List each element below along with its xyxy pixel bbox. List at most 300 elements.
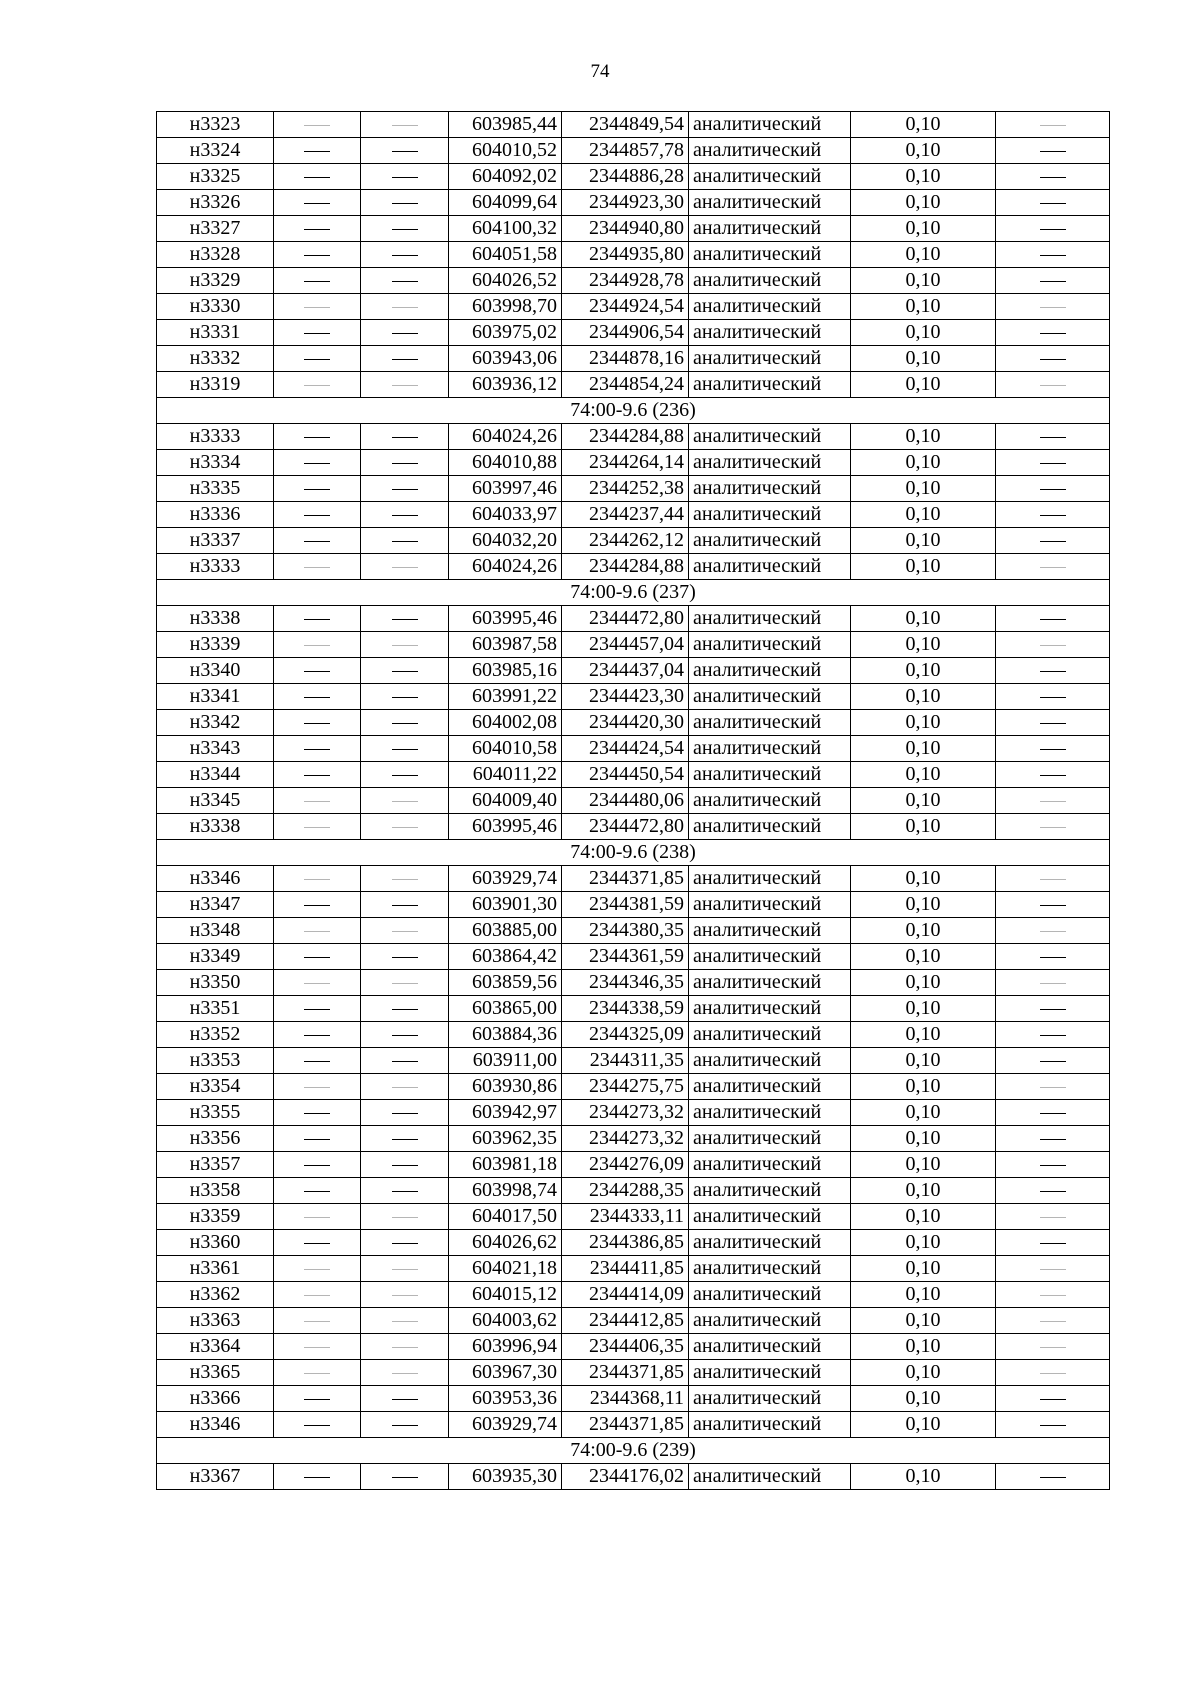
- old-y-cell: [361, 684, 449, 710]
- point-name-cell: н3347: [157, 892, 274, 918]
- accuracy-cell: 0,10: [851, 866, 996, 892]
- old-y-cell: [361, 1204, 449, 1230]
- accuracy-cell: 0,10: [851, 1282, 996, 1308]
- old-y-cell: [361, 710, 449, 736]
- old-x-cell: [274, 632, 361, 658]
- y-coordinate-cell: 2344480,06: [562, 788, 689, 814]
- method-cell: аналитический: [689, 762, 851, 788]
- table-row: [157, 632, 1110, 658]
- old-y-cell: [361, 606, 449, 632]
- dash-mark: [392, 905, 418, 906]
- x-coordinate-cell: 603995,46: [449, 606, 562, 632]
- old-x-cell: [274, 1412, 361, 1438]
- y-coordinate-cell: 2344472,80: [562, 606, 689, 632]
- description-cell: [996, 658, 1110, 684]
- old-x-cell: [274, 1386, 361, 1412]
- y-coordinate-cell: 2344252,38: [562, 476, 689, 502]
- dash-mark: [304, 827, 330, 828]
- table-row: [157, 1412, 1110, 1438]
- accuracy-cell: 0,10: [851, 164, 996, 190]
- method-cell: аналитический: [689, 112, 851, 138]
- old-y-cell: [361, 242, 449, 268]
- dash-mark: [392, 619, 418, 620]
- table-row: [157, 1334, 1110, 1360]
- point-name-cell: н3338: [157, 606, 274, 632]
- old-y-cell: [361, 1074, 449, 1100]
- dash-mark: [392, 307, 418, 308]
- y-coordinate-cell: 2344457,04: [562, 632, 689, 658]
- method-cell: аналитический: [689, 1022, 851, 1048]
- table-row: [157, 294, 1110, 320]
- dash-mark: [392, 125, 418, 126]
- accuracy-cell: 0,10: [851, 1152, 996, 1178]
- dash-mark: [304, 1477, 330, 1478]
- description-cell: [996, 112, 1110, 138]
- dash-mark: [392, 1191, 418, 1192]
- dash-mark: [1040, 1165, 1066, 1166]
- table-row: [157, 190, 1110, 216]
- dash-mark: [1040, 177, 1066, 178]
- old-x-cell: [274, 1464, 361, 1490]
- y-coordinate-cell: 2344424,54: [562, 736, 689, 762]
- section-label: 74:00-9.6 (236): [157, 398, 1110, 424]
- method-cell: аналитический: [689, 1256, 851, 1282]
- point-name-cell: н3343: [157, 736, 274, 762]
- old-y-cell: [361, 658, 449, 684]
- dash-mark: [304, 125, 330, 126]
- dash-mark: [1040, 645, 1066, 646]
- point-name-cell: н3349: [157, 944, 274, 970]
- description-cell: [996, 892, 1110, 918]
- method-cell: аналитический: [689, 528, 851, 554]
- dash-mark: [304, 151, 330, 152]
- dash-mark: [304, 645, 330, 646]
- x-coordinate-cell: 604010,58: [449, 736, 562, 762]
- description-cell: [996, 1126, 1110, 1152]
- dash-mark: [1040, 541, 1066, 542]
- accuracy-cell: 0,10: [851, 528, 996, 554]
- description-cell: [996, 788, 1110, 814]
- old-x-cell: [274, 814, 361, 840]
- y-coordinate-cell: 2344878,16: [562, 346, 689, 372]
- dash-mark: [392, 1347, 418, 1348]
- method-cell: аналитический: [689, 424, 851, 450]
- y-coordinate-cell: 2344380,35: [562, 918, 689, 944]
- description-cell: [996, 1152, 1110, 1178]
- dash-mark: [392, 255, 418, 256]
- dash-mark: [392, 1217, 418, 1218]
- dash-mark: [304, 515, 330, 516]
- method-cell: аналитический: [689, 684, 851, 710]
- old-x-cell: [274, 1022, 361, 1048]
- x-coordinate-cell: 603936,12: [449, 372, 562, 398]
- section-label: 74:00-9.6 (237): [157, 580, 1110, 606]
- description-cell: [996, 996, 1110, 1022]
- old-y-cell: [361, 788, 449, 814]
- dash-mark: [392, 385, 418, 386]
- dash-mark: [1040, 151, 1066, 152]
- old-x-cell: [274, 450, 361, 476]
- point-name-cell: н3335: [157, 476, 274, 502]
- y-coordinate-cell: 2344371,85: [562, 1360, 689, 1386]
- method-cell: аналитический: [689, 320, 851, 346]
- dash-mark: [1040, 489, 1066, 490]
- x-coordinate-cell: 604010,88: [449, 450, 562, 476]
- dash-mark: [304, 229, 330, 230]
- method-cell: аналитический: [689, 216, 851, 242]
- old-y-cell: [361, 112, 449, 138]
- table-row: [157, 1282, 1110, 1308]
- method-cell: аналитический: [689, 554, 851, 580]
- table-row: [157, 788, 1110, 814]
- dash-mark: [304, 801, 330, 802]
- description-cell: [996, 294, 1110, 320]
- description-cell: [996, 424, 1110, 450]
- dash-mark: [1040, 255, 1066, 256]
- description-cell: [996, 1100, 1110, 1126]
- x-coordinate-cell: 604009,40: [449, 788, 562, 814]
- dash-mark: [304, 1113, 330, 1114]
- old-y-cell: [361, 1048, 449, 1074]
- description-cell: [996, 476, 1110, 502]
- old-y-cell: [361, 1360, 449, 1386]
- dash-mark: [304, 1165, 330, 1166]
- y-coordinate-cell: 2344924,54: [562, 294, 689, 320]
- method-cell: аналитический: [689, 918, 851, 944]
- table-row: [157, 996, 1110, 1022]
- y-coordinate-cell: 2344275,75: [562, 1074, 689, 1100]
- old-x-cell: [274, 294, 361, 320]
- old-y-cell: [361, 502, 449, 528]
- x-coordinate-cell: 603884,36: [449, 1022, 562, 1048]
- y-coordinate-cell: 2344406,35: [562, 1334, 689, 1360]
- dash-mark: [1040, 1321, 1066, 1322]
- point-name-cell: н3326: [157, 190, 274, 216]
- old-x-cell: [274, 476, 361, 502]
- x-coordinate-cell: 604032,20: [449, 528, 562, 554]
- x-coordinate-cell: 603943,06: [449, 346, 562, 372]
- dash-mark: [1040, 515, 1066, 516]
- dash-mark: [392, 957, 418, 958]
- accuracy-cell: 0,10: [851, 1256, 996, 1282]
- method-cell: аналитический: [689, 450, 851, 476]
- dash-mark: [1040, 1113, 1066, 1114]
- accuracy-cell: 0,10: [851, 112, 996, 138]
- dash-mark: [392, 151, 418, 152]
- description-cell: [996, 866, 1110, 892]
- y-coordinate-cell: 2344262,12: [562, 528, 689, 554]
- dash-mark: [1040, 879, 1066, 880]
- x-coordinate-cell: 603997,46: [449, 476, 562, 502]
- old-y-cell: [361, 476, 449, 502]
- dash-mark: [392, 775, 418, 776]
- dash-mark: [1040, 697, 1066, 698]
- dash-mark: [392, 1139, 418, 1140]
- accuracy-cell: 0,10: [851, 424, 996, 450]
- accuracy-cell: 0,10: [851, 1178, 996, 1204]
- table-row: [157, 658, 1110, 684]
- description-cell: [996, 1464, 1110, 1490]
- accuracy-cell: 0,10: [851, 294, 996, 320]
- table-row: [157, 112, 1110, 138]
- table-row: [157, 502, 1110, 528]
- x-coordinate-cell: 603885,00: [449, 918, 562, 944]
- dash-mark: [392, 1087, 418, 1088]
- dash-mark: [304, 255, 330, 256]
- description-cell: [996, 1074, 1110, 1100]
- point-name-cell: н3365: [157, 1360, 274, 1386]
- y-coordinate-cell: 2344333,11: [562, 1204, 689, 1230]
- dash-mark: [392, 281, 418, 282]
- dash-mark: [1040, 827, 1066, 828]
- table-row: [157, 710, 1110, 736]
- old-x-cell: [274, 788, 361, 814]
- dash-mark: [304, 905, 330, 906]
- dash-mark: [1040, 463, 1066, 464]
- dash-mark: [304, 1243, 330, 1244]
- description-cell: [996, 1230, 1110, 1256]
- x-coordinate-cell: 604026,52: [449, 268, 562, 294]
- method-cell: аналитический: [689, 1386, 851, 1412]
- old-y-cell: [361, 1022, 449, 1048]
- description-cell: [996, 1204, 1110, 1230]
- old-y-cell: [361, 424, 449, 450]
- dash-mark: [1040, 1425, 1066, 1426]
- old-y-cell: [361, 190, 449, 216]
- old-x-cell: [274, 320, 361, 346]
- old-y-cell: [361, 1178, 449, 1204]
- section-row: [157, 840, 1110, 866]
- dash-mark: [1040, 801, 1066, 802]
- old-y-cell: [361, 294, 449, 320]
- dash-mark: [304, 1295, 330, 1296]
- dash-mark: [1040, 1477, 1066, 1478]
- y-coordinate-cell: 2344420,30: [562, 710, 689, 736]
- description-cell: [996, 268, 1110, 294]
- point-name-cell: н3339: [157, 632, 274, 658]
- old-y-cell: [361, 996, 449, 1022]
- table-row: [157, 528, 1110, 554]
- old-x-cell: [274, 866, 361, 892]
- table-row: [157, 970, 1110, 996]
- point-name-cell: н3346: [157, 1412, 274, 1438]
- x-coordinate-cell: 604024,26: [449, 424, 562, 450]
- accuracy-cell: 0,10: [851, 632, 996, 658]
- x-coordinate-cell: 603901,30: [449, 892, 562, 918]
- description-cell: [996, 1256, 1110, 1282]
- old-x-cell: [274, 1178, 361, 1204]
- y-coordinate-cell: 2344886,28: [562, 164, 689, 190]
- dash-mark: [392, 1009, 418, 1010]
- dash-mark: [1040, 1373, 1066, 1374]
- dash-mark: [1040, 307, 1066, 308]
- point-name-cell: н3340: [157, 658, 274, 684]
- point-name-cell: н3324: [157, 138, 274, 164]
- old-y-cell: [361, 320, 449, 346]
- old-y-cell: [361, 632, 449, 658]
- old-y-cell: [361, 164, 449, 190]
- x-coordinate-cell: 603929,74: [449, 866, 562, 892]
- point-name-cell: н3329: [157, 268, 274, 294]
- table-row: [157, 1256, 1110, 1282]
- dash-mark: [392, 697, 418, 698]
- y-coordinate-cell: 2344940,80: [562, 216, 689, 242]
- dash-mark: [1040, 1139, 1066, 1140]
- y-coordinate-cell: 2344414,09: [562, 1282, 689, 1308]
- dash-mark: [1040, 1269, 1066, 1270]
- dash-mark: [1040, 957, 1066, 958]
- table-row: [157, 268, 1110, 294]
- old-y-cell: [361, 1386, 449, 1412]
- accuracy-cell: 0,10: [851, 1464, 996, 1490]
- y-coordinate-cell: 2344371,85: [562, 1412, 689, 1438]
- x-coordinate-cell: 603967,30: [449, 1360, 562, 1386]
- table-row: [157, 1386, 1110, 1412]
- description-cell: [996, 918, 1110, 944]
- old-x-cell: [274, 1100, 361, 1126]
- x-coordinate-cell: 603985,16: [449, 658, 562, 684]
- section-row: [157, 398, 1110, 424]
- dash-mark: [392, 1165, 418, 1166]
- point-name-cell: н3336: [157, 502, 274, 528]
- old-x-cell: [274, 736, 361, 762]
- accuracy-cell: 0,10: [851, 216, 996, 242]
- old-y-cell: [361, 1412, 449, 1438]
- y-coordinate-cell: 2344273,32: [562, 1126, 689, 1152]
- x-coordinate-cell: 603995,46: [449, 814, 562, 840]
- method-cell: аналитический: [689, 788, 851, 814]
- point-name-cell: н3362: [157, 1282, 274, 1308]
- point-name-cell: н3328: [157, 242, 274, 268]
- dash-mark: [1040, 281, 1066, 282]
- accuracy-cell: 0,10: [851, 892, 996, 918]
- method-cell: аналитический: [689, 944, 851, 970]
- point-name-cell: н3323: [157, 112, 274, 138]
- y-coordinate-cell: 2344311,35: [562, 1048, 689, 1074]
- accuracy-cell: 0,10: [851, 996, 996, 1022]
- dash-mark: [1040, 1009, 1066, 1010]
- old-x-cell: [274, 1308, 361, 1334]
- point-name-cell: н3359: [157, 1204, 274, 1230]
- table-row: [157, 814, 1110, 840]
- x-coordinate-cell: 603942,97: [449, 1100, 562, 1126]
- method-cell: аналитический: [689, 632, 851, 658]
- y-coordinate-cell: 2344386,85: [562, 1230, 689, 1256]
- point-name-cell: н3355: [157, 1100, 274, 1126]
- old-y-cell: [361, 814, 449, 840]
- method-cell: аналитический: [689, 892, 851, 918]
- dash-mark: [392, 177, 418, 178]
- old-x-cell: [274, 372, 361, 398]
- dash-mark: [1040, 229, 1066, 230]
- point-name-cell: н3361: [157, 1256, 274, 1282]
- accuracy-cell: 0,10: [851, 268, 996, 294]
- section-label: 74:00-9.6 (239): [157, 1438, 1110, 1464]
- table-row: [157, 216, 1110, 242]
- old-y-cell: [361, 554, 449, 580]
- dash-mark: [304, 749, 330, 750]
- method-cell: аналитический: [689, 658, 851, 684]
- old-x-cell: [274, 1282, 361, 1308]
- accuracy-cell: 0,10: [851, 944, 996, 970]
- dash-mark: [392, 333, 418, 334]
- description-cell: [996, 606, 1110, 632]
- description-cell: [996, 1334, 1110, 1360]
- old-y-cell: [361, 1126, 449, 1152]
- dash-mark: [1040, 905, 1066, 906]
- old-x-cell: [274, 1152, 361, 1178]
- dash-mark: [304, 1373, 330, 1374]
- dash-mark: [1040, 1399, 1066, 1400]
- x-coordinate-cell: 604002,08: [449, 710, 562, 736]
- dash-mark: [392, 931, 418, 932]
- table-row: [157, 1100, 1110, 1126]
- x-coordinate-cell: 603975,02: [449, 320, 562, 346]
- point-name-cell: н3341: [157, 684, 274, 710]
- old-x-cell: [274, 1230, 361, 1256]
- description-cell: [996, 242, 1110, 268]
- point-name-cell: н3333: [157, 554, 274, 580]
- y-coordinate-cell: 2344273,32: [562, 1100, 689, 1126]
- method-cell: аналитический: [689, 1126, 851, 1152]
- dash-mark: [304, 1425, 330, 1426]
- x-coordinate-cell: 604099,64: [449, 190, 562, 216]
- dash-mark: [304, 983, 330, 984]
- old-x-cell: [274, 164, 361, 190]
- point-name-cell: н3360: [157, 1230, 274, 1256]
- x-coordinate-cell: 603859,56: [449, 970, 562, 996]
- y-coordinate-cell: 2344437,04: [562, 658, 689, 684]
- dash-mark: [392, 1321, 418, 1322]
- method-cell: аналитический: [689, 138, 851, 164]
- table-row: [157, 1360, 1110, 1386]
- method-cell: аналитический: [689, 190, 851, 216]
- method-cell: аналитический: [689, 1334, 851, 1360]
- dash-mark: [304, 1035, 330, 1036]
- dash-mark: [304, 567, 330, 568]
- dash-mark: [304, 333, 330, 334]
- dash-mark: [392, 515, 418, 516]
- point-name-cell: н3356: [157, 1126, 274, 1152]
- dash-mark: [304, 541, 330, 542]
- point-name-cell: н3338: [157, 814, 274, 840]
- old-x-cell: [274, 112, 361, 138]
- accuracy-cell: 0,10: [851, 554, 996, 580]
- dash-mark: [1040, 437, 1066, 438]
- y-coordinate-cell: 2344371,85: [562, 866, 689, 892]
- method-cell: аналитический: [689, 996, 851, 1022]
- y-coordinate-cell: 2344264,14: [562, 450, 689, 476]
- dash-mark: [304, 775, 330, 776]
- method-cell: аналитический: [689, 476, 851, 502]
- x-coordinate-cell: 604100,32: [449, 216, 562, 242]
- old-y-cell: [361, 138, 449, 164]
- old-x-cell: [274, 268, 361, 294]
- old-x-cell: [274, 1048, 361, 1074]
- accuracy-cell: 0,10: [851, 970, 996, 996]
- table-row: [157, 450, 1110, 476]
- x-coordinate-cell: 603865,00: [449, 996, 562, 1022]
- dash-mark: [304, 1087, 330, 1088]
- table-row: [157, 476, 1110, 502]
- old-x-cell: [274, 1334, 361, 1360]
- old-y-cell: [361, 1256, 449, 1282]
- accuracy-cell: 0,10: [851, 1230, 996, 1256]
- point-name-cell: н3325: [157, 164, 274, 190]
- x-coordinate-cell: 604015,12: [449, 1282, 562, 1308]
- table-row: [157, 1152, 1110, 1178]
- table-row: [157, 372, 1110, 398]
